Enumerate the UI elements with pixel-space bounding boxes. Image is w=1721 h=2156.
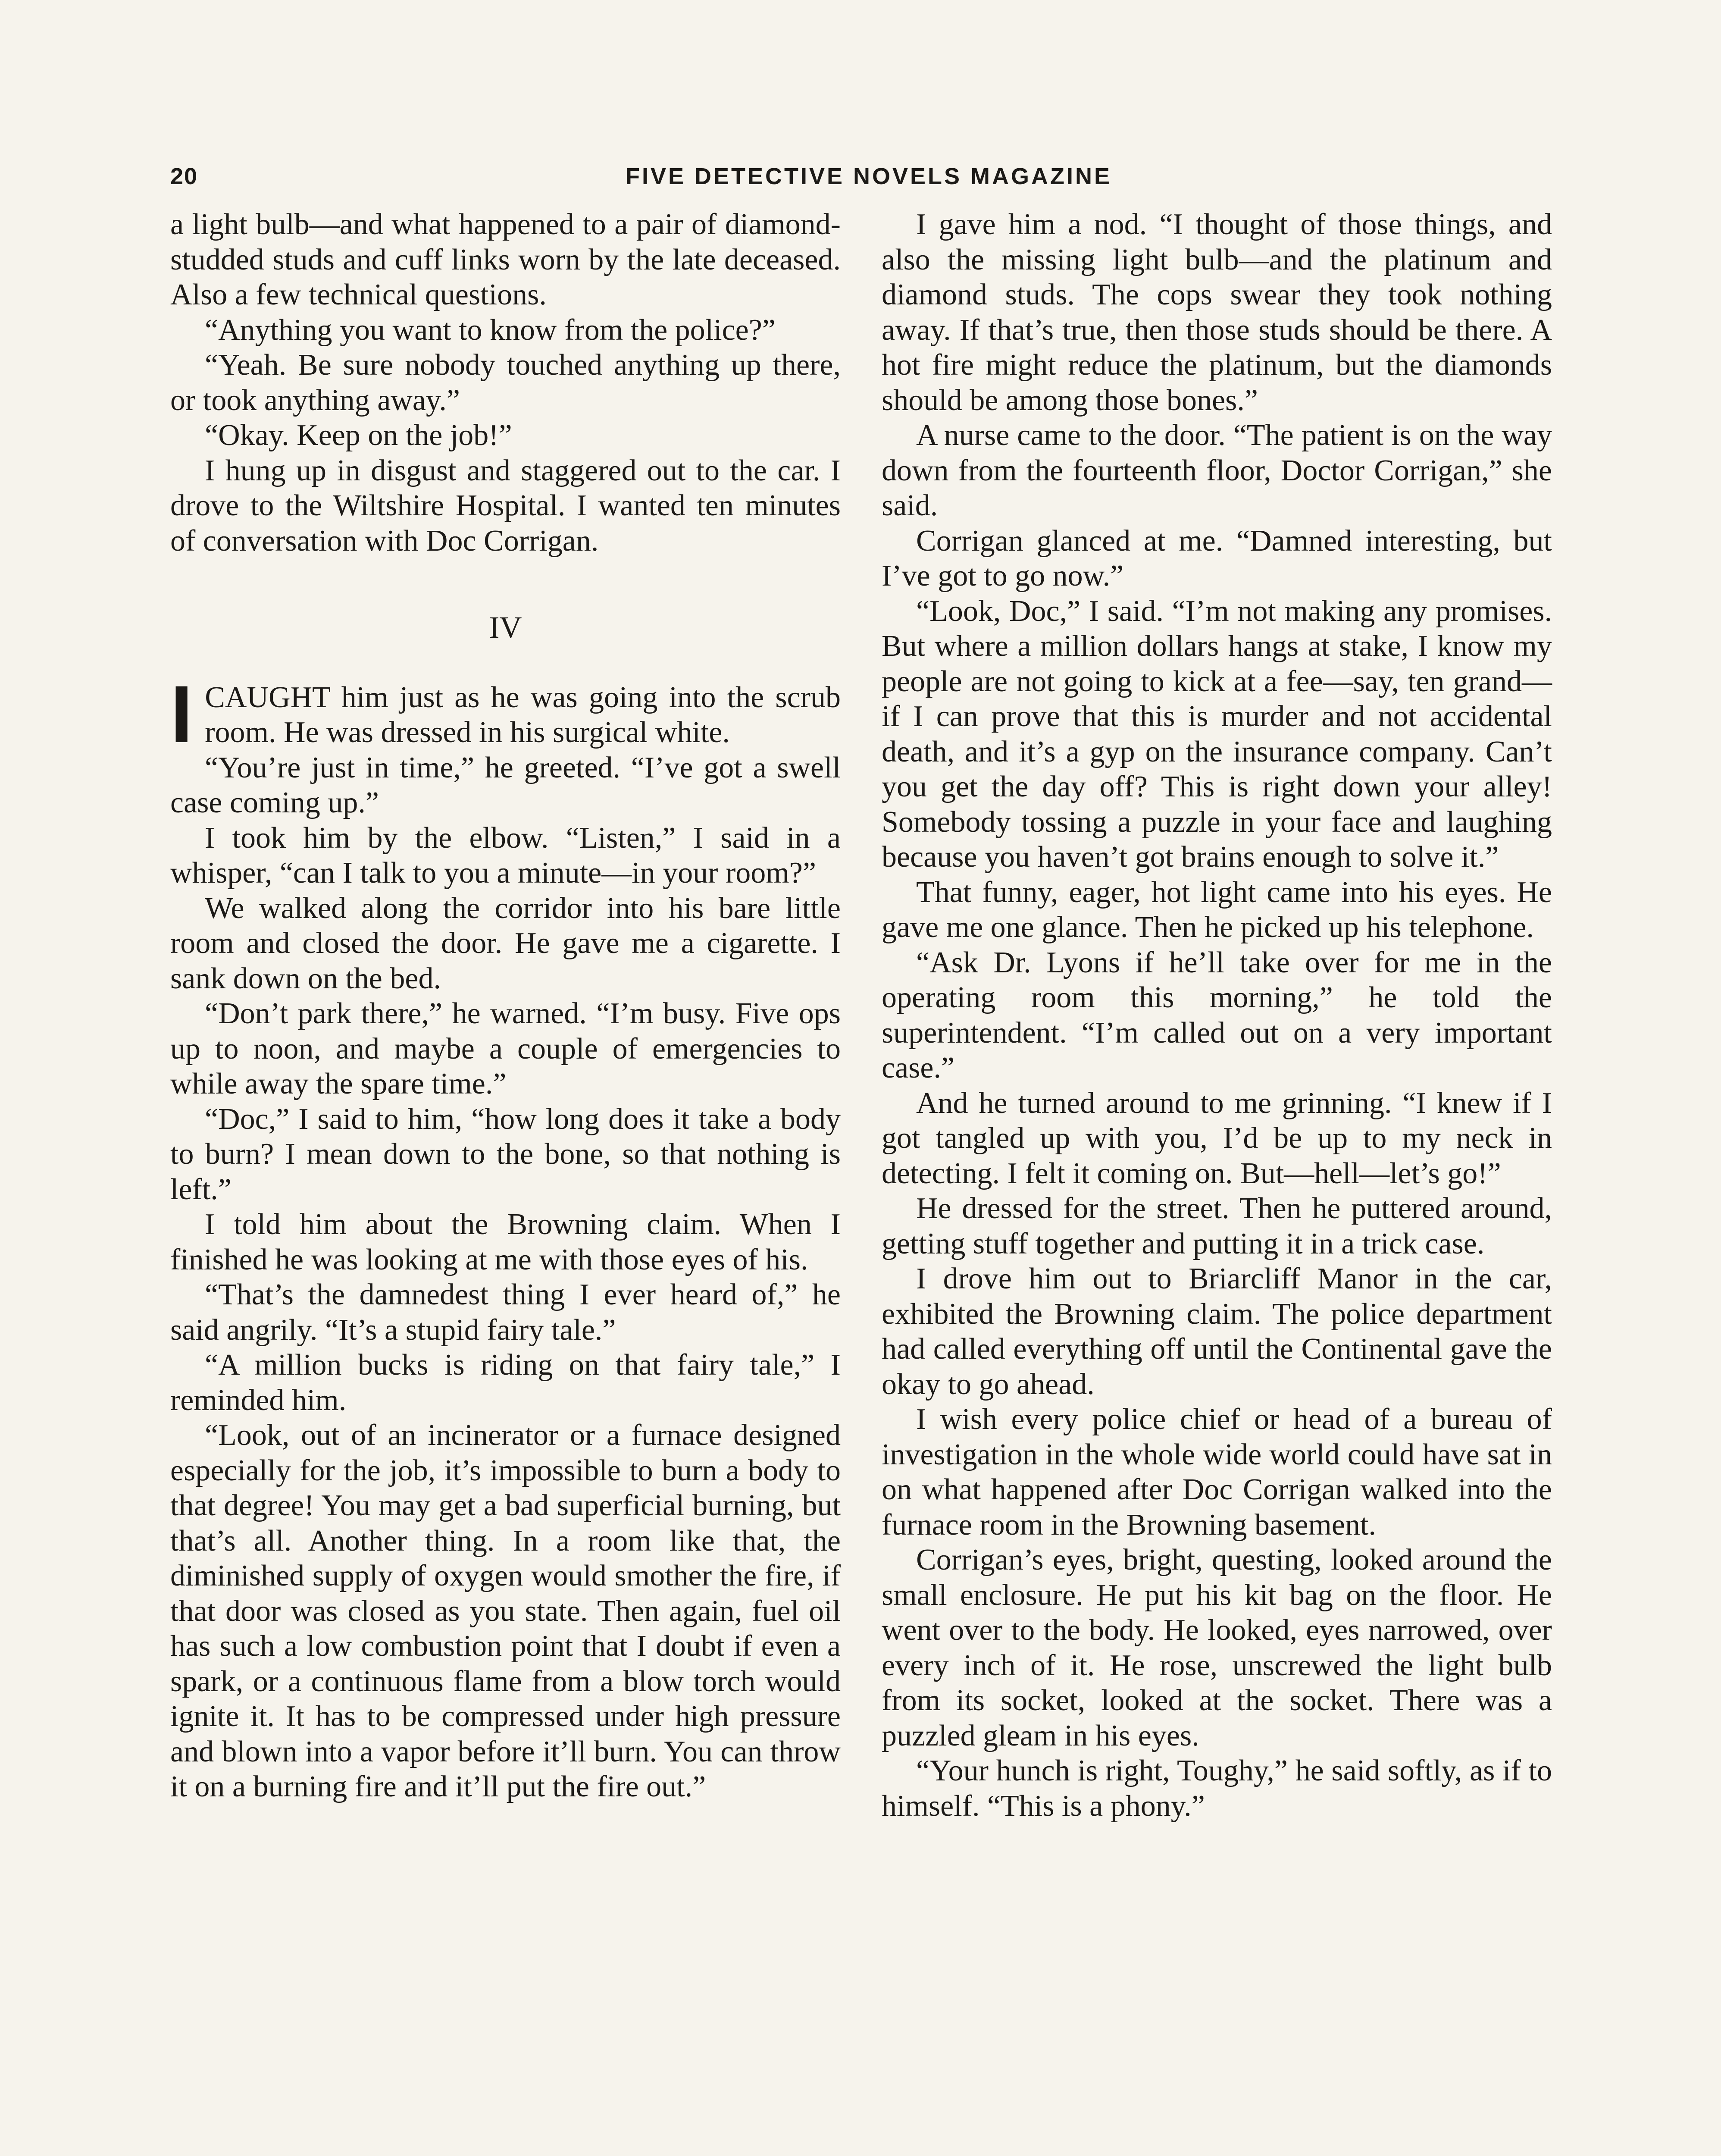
- paragraph: “Look, out of an incinerator or a furnace designed especially for the job, it’s impossible to burn a body to that degree! You may get a bad superficial burning, but that’s all. Another thing. In a room like that, the diminished supply of oxygen would smother the fire, if that door was closed as you state. Then again, fuel oil has such a low combustion point that I doubt if even a spark, or a continuous flame from a blow torch would ignite it. It has to be compressed under high pressure and blown into a vapor before it’ll burn. You can throw it on a burning fire and it’ll put the fire out.”: [170, 1419, 841, 1803]
- paragraph: Corrigan glanced at me. “Damned interesting, but I’ve got to go now.”: [882, 524, 1552, 592]
- paragraph: And he turned around to me grinning. “I knew if I got tangled up with you, I’d be up to my neck in detecting. I felt it coming on. But—hell—let’s go!”: [882, 1086, 1552, 1190]
- paragraph: “Anything you want to know from the police?”: [205, 313, 776, 347]
- right-column: [882, 207, 1552, 1824]
- paragraph: “That’s the damnedest thing I ever heard of,” he said angrily. “It’s a stupid fairy tale.”: [170, 1278, 841, 1347]
- paragraph: I gave him a nod. “I thought of those things, and also the missing light bulb—and the platinum and diamond studs. The cops swear they took nothing away. If that’s true, then those studs should be there. A hot fire might reduce the platinum, but the diamonds should be among those bones.”: [882, 208, 1552, 417]
- paragraph: a light bulb—and what happened to a pair of diamond-studded studs and cuff links worn by the late deceased. Also a few technical questions.: [170, 208, 841, 311]
- paragraph: He dressed for the street. Then he puttered around, getting stuff together and putting it in a trick case.: [882, 1192, 1552, 1260]
- chapter-opening-paragraph: [170, 668, 841, 759]
- paragraph: “Doc,” I said to him, “how long does it take a body to burn? I mean down to the bone, so that nothing is left.”: [170, 1102, 841, 1206]
- paragraph: “Look, Doc,” I said. “I’m not making any promises. But where a million dollars hangs at stake, I know my people are not going to kick at a fee—say, ten grand—if I can prove that this is murder and not accidental death, and it’s a gyp on the insurance company. Can’t you get the day off? This is right down your alley! Somebody tossing a puzzle in your face and laughing because you haven’t got brains enough to solve it.”: [882, 594, 1552, 874]
- paragraph: “Yeah. Be sure nobody touched anything up there, or took anything away.”: [170, 348, 841, 417]
- left-column: [170, 207, 841, 1805]
- paragraph: “Okay. Keep on the job!”: [205, 419, 512, 452]
- paragraph: I drove him out to Briarcliff Manor in the car, exhibited the Browning claim. The police department had called everything off until the Continental gave the okay to go ahead.: [882, 1262, 1552, 1401]
- section-number: IV: [489, 610, 522, 645]
- paragraph: “Ask Dr. Lyons if he’ll take over for me in the operating room this morning,” he told the superintendent. “I’m called out on a very important case.”: [882, 946, 1552, 1084]
- drop-cap: I: [170, 668, 193, 759]
- paragraph: I told him about the Browning claim. When I finished he was looking at me with those eyes of his.: [170, 1208, 841, 1276]
- page-header: [170, 163, 1567, 197]
- paragraph-text: CAUGHT him just as he was going into the scrub room. He was dressed in his surgical white.: [205, 680, 841, 749]
- page-number: 20: [170, 163, 198, 189]
- paragraph: I hung up in disgust and staggered out to the car. I drove to the Wiltshire Hospital. I wanted ten minutes of conversation with Doc Corrigan.: [170, 454, 841, 558]
- running-head: FIVE DETECTIVE NOVELS MAGAZINE: [625, 163, 1112, 189]
- paragraph: That funny, eager, hot light came into his eyes. He gave me one glance. Then he picked up his telephone.: [882, 875, 1552, 944]
- paragraph: I took him by the elbow. “Listen,” I said in a whisper, “can I talk to you a minute—in your room?”: [170, 821, 841, 890]
- paragraph: A nurse came to the door. “The patient is on the way down from the fourteenth floor, Doctor Corrigan,” she said.: [882, 419, 1552, 522]
- paragraph: “Your hunch is right, Toughy,” he said softly, as if to himself. “This is a phony.”: [882, 1754, 1552, 1823]
- paragraph: Corrigan’s eyes, bright, questing, looked around the small enclosure. He put his kit bag on the floor. He went over to the body. He looked, eyes narrowed, over every inch of it. He rose, unscrewed the light bulb from its socket, looked at the socket. There was a puzzled gleam in his eyes.: [882, 1543, 1552, 1752]
- paragraph: I wish every police chief or head of a bureau of investigation in the whole wide world could have sat in on what happened after Doc Corrigan walked into the furnace room in the Browning basement.: [882, 1403, 1552, 1542]
- paragraph: “A million bucks is riding on that fairy tale,” I reminded him.: [170, 1348, 841, 1417]
- paragraph: We walked along the corridor into his bare little room and closed the door. He gave me a cigarette. I sank down on the bed.: [170, 891, 841, 995]
- paragraph: “You’re just in time,” he greeted. “I’ve got a swell case coming up.”: [170, 751, 841, 819]
- paragraph: “Don’t park there,” he warned. “I’m busy. Five ops up to noon, and maybe a couple of emergencies to while away the spare time.”: [170, 997, 841, 1100]
